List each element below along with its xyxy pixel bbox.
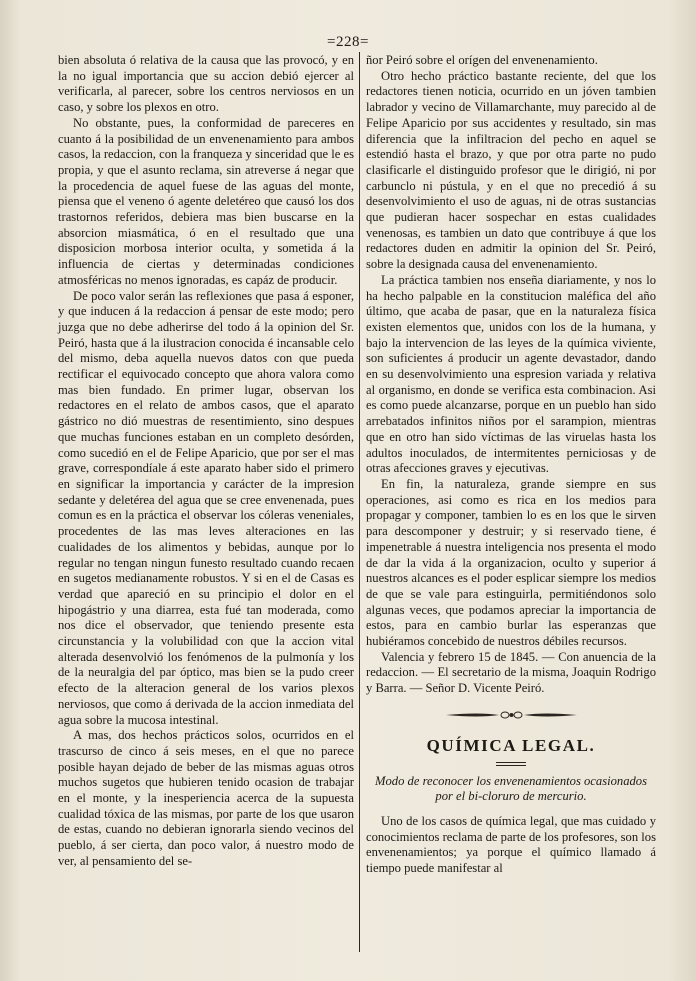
short-rule — [496, 762, 526, 766]
paragraph: ñor Peiró sobre el orígen del envenenamiento. — [366, 53, 598, 67]
paragraph: No obstante, pues, la conformidad de pareceres en cuanto á la posibilidad de un envenenamiento para ambos casos, la redaccion, con la franqueza y sinceridad que le es propia, y que el asunto reclama, sin atreverse á negar que la procedencia de aquel fuese de las aguas del monte, piensa que el veneno ó agente deletéreo que causó los dos trastornos referidos, debiera mas bien buscarse en la absorcion miasmática, ó en el resultado que una disposicion morbosa interior oculta, y sometida á la influencia de ciertas y determinadas condiciones atmosféricas no menos ignoradas, es capáz de producir. — [58, 115, 354, 287]
section-title: QUÍMICA LEGAL. — [426, 735, 596, 755]
paragraph: Otro hecho práctico bastante reciente, del que los redactores tienen noticia, ocurrido en un jóven tambien labrador y vecino de Villamarchante, muy parecido al de Felipe Aparicio por sus accidentes y resultado, sin mas diferencia que la infiltracion del pecho en aquel se estendió hasta el brazo, y que por otra parte no pudo clasificarle el distinguido profesor que le dirigió, ni por carbunclo ni pústula, y en el que no precedió á su desenvolvimiento el uso de aguas, ni de otras sustancias que pudieran hacer sospechar en estas cualidades venenosas, es tambien un dato que contribuye á que los redactores duden en admitir la opinion del Sr. Peiró, sobre la designada causa del envenenamiento. — [366, 68, 656, 272]
paragraph: bien absoluta ó relativa de la causa que las provocó, y en la no igual importancia que su accion debió ejercer al verificarla, al parecer, sobre los centros nerviosos en un caso, y sobre los plexos en otro. — [58, 53, 354, 115]
left-column — [58, 53, 354, 870]
paragraph: De poco valor serán las reflexiones que pasa á esponer, y que inducen á la redaccion á pensar de este modo; pero juzga que no debe adherirse del todo á la opinion del Sr. Peiró, hasta que á la ilustracion conocida é incansable celo del mismo, deba aquella nuevos datos con que pueda rectificar el equivocado concepto que ahora valora como mas bien fundado. En primer lugar, observan los redactores en el relato de ambos casos, que el aparato gástrico no dió muestras de resentimiento, sino despues que muchas funciones estaban en un completo desórden, como sucedió en el de Felipe Aparicio, que por ser el mas grave, correspondíale á este aparato haber sido el primero en significar la importancia y carácter de la impresion sedante y deletérea del agua que se cree envenenada, pues comun es en la práctica el observar los cóleras veneniales, procedentes de las mas leves alteraciones en las cualidades de los alimentos y bebidas, aunque por lo regular no tengan ningun funesto resultado cuando recaen en sugetos medianamente robustos. Y si en el de Casas es verdad que apareció en su principio el dolor en el hipogástrio y una diarrea, esta fué tan moderada, como nos dice el observador, que teniendo presente esta circunstancia y la volubilidad con que la accion vital alterada desenvolvió los fenómenos de la pulmonía y los de la neuralgia del par óptico, mas bien se la pudo creer efecto de la alteracion general de los varios plexos nerviosos, que como á derivada de la accion inmediata del agua sobre la mucosa intestinal. — [58, 288, 354, 727]
paragraph: En fin, la naturaleza, grande siempre en sus operaciones, asi como es rica en los medios para propagar y componer, tambien lo es en los que le sirven para descomponer y destruir; y si reservado tiene, é impenetrable á nuestra inteligencia nos presenta el modo de dar la vida á la organizacion, oculto y superior á nuestros alcances es el poder esplicar siempre los medios de que se vale para estinguirla, permitiéndonos solo algunas veces, que podamos apreciar la importancia de estos, para en cambio burlar las esperanzas que hubiéramos concebido de nuestros débiles recursos. — [366, 476, 656, 649]
paragraph: Uno de los casos de química legal, que mas cuidado y conocimientos reclama de parte de los profesores, son los envenenamientos; ya porque el químico llamado á tiempo puede manifestar al — [366, 813, 656, 876]
paragraph: La práctica tambien nos enseña diariamente, y nos lo ha hecho palpable en la constitucion maléfica del año último, que acaba de pasar, que en la naturaleza física existen elementos que, unidos con los de la humana, y bajo la intervencion de las leyes de la química viviente, son suficientes á producir un agente devastador, dando en su desenvolvimiento una espresion variada y relativa al organismo, en donde se verifica esta combinacion. Asi es como puede alcanzarse, porque en un pueblo han sido arrebatados infinitos niños por el sarampion, mientras que en otro han sido víctimas de las viruelas hasta los adultos inoculados, de intermitentes perniciosas y de otras afecciones graves y ejecutivas. — [366, 272, 656, 476]
right-column — [366, 53, 656, 877]
signature-paragraph: Valencia y febrero 15 de 1845. — Con anuencia de la redaccion. — El secretario de la misma, Joaquin Rodrigo y Barra. — Señor D. Vicente Peiró. — [366, 649, 656, 696]
paragraph: A mas, dos hechos prácticos solos, ocurridos en el trascurso de cinco á seis meses, en el que no parece posible hayan dejado de beber de las mismas aguas otros muchos sugetos que hubieren tenido ocasion de trabajar en el monte, y la inesperiencia acerca de la supuesta cualidad tóxica de las mismas, por parte de los que usaron de estas, cuando no debieran ignorarla siendo vecinos del pueblo, á ser cierta, dan poco valor, á nuestro modo de ver, al pensamiento del se- — [58, 728, 354, 868]
ornament-divider-icon — [444, 708, 579, 722]
column-divider — [359, 52, 360, 952]
section-subtitle: Modo de reconocer los envenenamientos ocasionados por el bi-cloruro de mercurio. — [375, 773, 647, 804]
page-number: =228= — [327, 34, 369, 50]
